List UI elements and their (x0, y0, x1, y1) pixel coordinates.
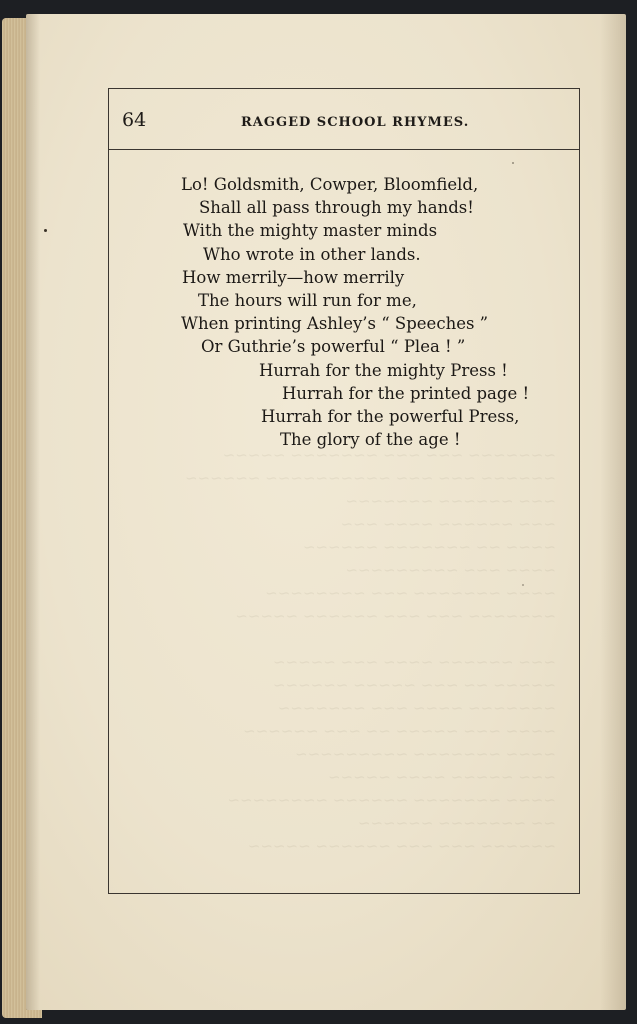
book-page (26, 14, 626, 1010)
verse-line: Lo! Goldsmith, Cowper, Bloomfield, (181, 175, 479, 194)
verse-line: Hurrah for the mighty Press ! (259, 360, 508, 380)
verse-line: With the mighty master minds (183, 221, 438, 241)
verse-line: The hours will run for me, (198, 290, 417, 310)
page-edge-shadow (600, 14, 626, 1010)
verse-line: How merrily—how merrily (182, 267, 405, 287)
bleed-through-text: ~~~~~~~ ~~~ ~~~ ~~~~~~~ ~~~~~ ~~~~~~ ~~~ ~~~ ~~~~~~~~~~ ~~~~~~ ~~~ ~~~~~~ ~~~~~~~ ~~~ ~~~~~~ ~~~~ ~~~ ~~~~ ~~ ~~~~~~~ ~~~~~~ ~~~~ ~~~ ~~~~~~~~~ ~~~~ ~~~~~~~ ~~~ ~~~~~~~~ ~~~~~~~ ~~~ ~~~ ~~~~~~ ~~~~~ ~~~ ~~~~~~ ~~~~ ~~~ ~~~~~ ~~~~~ ~~ ~~~ ~~~~~ ~~~~~~ ~~~~~~~ ~~~~ ~~~ ~~~~~~~ ~~~~ ~~~ ~~~~~ ~~ ~~~ ~~~~~~ ~~~~ ~~~~~~~ ~~~~~~~~~ ~~~ ~~~~~ ~~~~ ~~~~~ ~~~~ ~~~~~~~ ~~~~~~ ~~~~~~~~ ~~ ~~~~~~~ ~~~~~~ ~~~~~~ ~~~ ~~~ ~~~~~~ ~~~~~ (185, 446, 556, 855)
verse-line: Hurrah for the printed page ! (282, 383, 530, 403)
verse-line: Shall all pass through my hands! (199, 198, 474, 218)
paper-speck (44, 229, 47, 232)
page-number: 64 (122, 109, 147, 131)
gutter-shadow (26, 14, 40, 1010)
verse-line: Hurrah for the powerful Press, (261, 406, 520, 426)
header-rule (109, 149, 579, 150)
poem-stanza (181, 173, 561, 451)
verse-line: When printing Ashley’s “ Speeches ” (181, 314, 489, 334)
text-frame (108, 88, 580, 894)
verse-line: The glory of the age ! (280, 430, 461, 450)
running-title: RAGGED SCHOOL RHYMES. (241, 115, 470, 130)
verse-line: Who wrote in other lands. (203, 244, 421, 264)
verse-line: Or Guthrie’s powerful “ Plea ! ” (201, 337, 466, 357)
